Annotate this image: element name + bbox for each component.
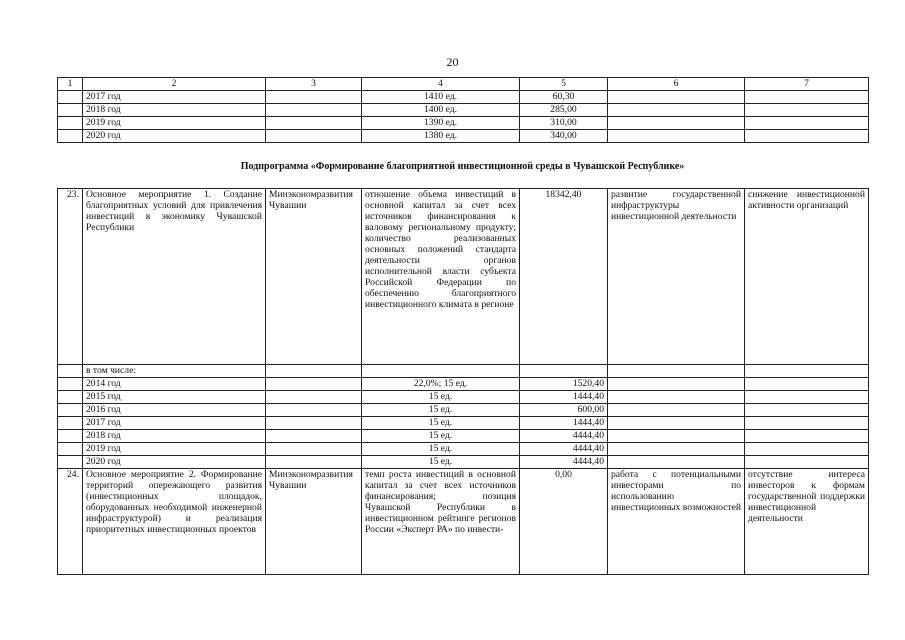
header-cell: 7	[745, 78, 869, 91]
amount-value: 1520,40	[520, 378, 608, 391]
indicator-value: 15 ед.	[362, 404, 520, 417]
indicator-text: темп роста инвестиций в основной капитал за счет всех источников финансирования; позиция Чувашской Республики в инвестиционном рейтинге регионов России «Эксперт РА» по инвести-	[362, 469, 520, 575]
including-label: в том числе:	[83, 365, 266, 378]
risk-cell	[745, 117, 869, 130]
year-label: 2014 год	[83, 378, 266, 391]
measure-text: Основное мероприятие 1. Создание благоприятных условий для привлечения инвестиций в экономику Чувашской Республики	[83, 189, 266, 365]
amount-value: 60,30	[520, 91, 608, 104]
year-label: 2019 год	[83, 117, 266, 130]
risk-cell	[745, 456, 869, 469]
num-cell	[58, 130, 83, 143]
year-label: 2017 год	[83, 417, 266, 430]
indicator-value: 15 ед.	[362, 456, 520, 469]
num-cell	[58, 456, 83, 469]
executor-cell	[266, 117, 362, 130]
executor-cell	[266, 443, 362, 456]
amount-value: 340,00	[520, 130, 608, 143]
amount-value: 0,00	[520, 469, 608, 575]
result-cell	[608, 391, 745, 404]
amount-value: 4444,40	[520, 443, 608, 456]
table-row	[58, 130, 869, 143]
num-cell	[58, 378, 83, 391]
result-cell	[608, 365, 745, 378]
table-header-row	[58, 78, 869, 91]
result-cell	[608, 117, 745, 130]
amount-value: 18342,40	[520, 189, 608, 365]
indicator-value: 15 ед.	[362, 443, 520, 456]
indicator-text: отношение объема инвестиций в основной капитал за счет всех источников финансирования к валовому региональному продукту; количество реализованных основных положений стандарта деятельности органов исполнительной власти субъекта Российской Федерации по обеспечению благоприятного инвестиционного климата в регионе	[362, 189, 520, 365]
year-label: 2018 год	[83, 430, 266, 443]
table-row	[58, 443, 869, 456]
measure-row-23	[58, 189, 869, 365]
amount-value: 4444,40	[520, 456, 608, 469]
executor-cell	[266, 104, 362, 117]
executor-cell	[266, 130, 362, 143]
indicator-value: 1390 ед.	[362, 117, 520, 130]
subprogram-title: Подпрограмма «Формирование благоприятной инвестиционной среды в Чувашской Республике»	[240, 161, 685, 172]
risk-cell	[745, 91, 869, 104]
num-cell	[58, 91, 83, 104]
risk-cell	[745, 443, 869, 456]
risk-cell	[745, 378, 869, 391]
executor-cell	[266, 417, 362, 430]
measure-text: Основное мероприятие 2. Формирование территорий опережающего развития (инвестиционных площадок, оборудованных необходимой инженерной инфраструктурой) и реализация приоритетных инвестиционных проектов	[83, 469, 266, 575]
num-cell	[58, 443, 83, 456]
amount-value: 4444,40	[520, 430, 608, 443]
year-label: 2016 год	[83, 404, 266, 417]
page-number: 20	[446, 55, 459, 69]
num-cell	[58, 430, 83, 443]
amount-value: 1444,40	[520, 391, 608, 404]
result-cell	[608, 404, 745, 417]
amount-value: 285,00	[520, 104, 608, 117]
indicator-value: 1380 ед.	[362, 130, 520, 143]
result-cell	[608, 104, 745, 117]
risk-text: снижение инвестиционной активности организаций	[745, 189, 869, 365]
year-label: 2019 год	[83, 443, 266, 456]
indicator-value: 1400 ед.	[362, 104, 520, 117]
indicator-value: 1410 ед.	[362, 91, 520, 104]
result-cell	[608, 91, 745, 104]
indicator-value: 15 ед.	[362, 430, 520, 443]
executor-cell	[266, 365, 362, 378]
year-label: 2020 год	[83, 130, 266, 143]
num-cell	[58, 404, 83, 417]
result-cell	[608, 378, 745, 391]
indicator-cell	[362, 365, 520, 378]
table-row	[58, 430, 869, 443]
risk-cell	[745, 430, 869, 443]
row-number: 24.	[58, 469, 83, 575]
executor-cell	[266, 91, 362, 104]
amount-cell	[520, 365, 608, 378]
continuation-table	[57, 77, 869, 143]
header-cell: 3	[266, 78, 362, 91]
num-cell	[58, 417, 83, 430]
table-row	[58, 456, 869, 469]
table-row	[58, 91, 869, 104]
amount-value: 310,00	[520, 117, 608, 130]
indicator-value: 15 ед.	[362, 417, 520, 430]
risk-cell	[745, 130, 869, 143]
header-cell: 6	[608, 78, 745, 91]
header-cell: 2	[83, 78, 266, 91]
table-row	[58, 104, 869, 117]
risk-cell	[745, 391, 869, 404]
header-cell: 1	[58, 78, 83, 91]
risk-cell	[745, 104, 869, 117]
table-row	[58, 365, 869, 378]
result-cell	[608, 443, 745, 456]
year-label: 2017 год	[83, 91, 266, 104]
executor-cell	[266, 378, 362, 391]
table-row	[58, 391, 869, 404]
subprogram-table	[57, 188, 869, 575]
num-cell	[58, 117, 83, 130]
amount-value: 1444,40	[520, 417, 608, 430]
header-cell: 5	[520, 78, 608, 91]
risk-cell	[745, 417, 869, 430]
result-text: работа с потенциальными инвесторами по использованию инвестиционных возможностей	[608, 469, 745, 575]
num-cell	[58, 365, 83, 378]
measure-row-24	[58, 469, 869, 575]
indicator-value: 22,0%; 15 ед.	[362, 378, 520, 391]
year-label: 2015 год	[83, 391, 266, 404]
executor-cell	[266, 456, 362, 469]
risk-text: отсутствие интереса инвесторов к формам государственной поддержки инвестиционной деятельности	[745, 469, 869, 575]
executor-cell	[266, 430, 362, 443]
result-cell	[608, 417, 745, 430]
table-row	[58, 117, 869, 130]
num-cell	[58, 391, 83, 404]
row-number: 23.	[58, 189, 83, 365]
indicator-value: 15 ед.	[362, 391, 520, 404]
executor-cell	[266, 404, 362, 417]
year-label: 2018 год	[83, 104, 266, 117]
table-row	[58, 417, 869, 430]
risk-cell	[745, 404, 869, 417]
risk-cell	[745, 365, 869, 378]
amount-value: 600,00	[520, 404, 608, 417]
table-row	[58, 378, 869, 391]
result-text: развитие государственной инфраструктуры инвестиционной деятельности	[608, 189, 745, 365]
num-cell	[58, 104, 83, 117]
header-cell: 4	[362, 78, 520, 91]
year-label: 2020 год	[83, 456, 266, 469]
executor-text: Минэкономразвития Чувашии	[266, 469, 362, 575]
result-cell	[608, 430, 745, 443]
executor-text: Минэкономразвития Чувашии	[266, 189, 362, 365]
result-cell	[608, 130, 745, 143]
result-cell	[608, 456, 745, 469]
table-row	[58, 404, 869, 417]
executor-cell	[266, 391, 362, 404]
